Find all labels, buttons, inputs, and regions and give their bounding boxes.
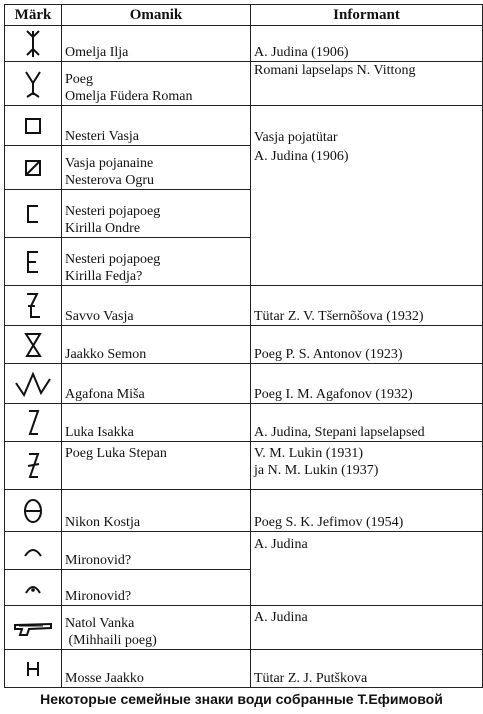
owner-cell	[62, 570, 251, 606]
square-mark-icon	[21, 114, 45, 138]
owner-name: Luka Isakka	[65, 425, 134, 440]
owner-name: Mironovid?	[65, 589, 132, 604]
owner-name: Nesteri pojapoeg	[65, 252, 161, 267]
owner-cell	[62, 326, 251, 364]
owner-cell	[62, 606, 251, 650]
owner-cell	[62, 650, 251, 688]
informant-text: Tütar Z. J. Putškova	[254, 671, 368, 686]
hooked-stroke-mark-icon	[20, 290, 46, 322]
informant-cell	[251, 286, 483, 326]
header-informant: Informant	[251, 5, 483, 26]
owner-name: Omelja Ilja	[65, 45, 129, 60]
owner-name: Mironovid?	[65, 553, 132, 568]
owner-cell	[62, 286, 251, 326]
informant-text: A. Judina, Stepani lapselapsed	[254, 425, 425, 440]
table-row	[5, 532, 483, 570]
table-row	[5, 606, 483, 650]
informant-text: A. Judina	[254, 537, 308, 552]
mark-cell	[5, 650, 62, 688]
owner-cell	[62, 190, 251, 238]
owner-cell	[62, 404, 251, 442]
owner-name: Nesteri pojapoeg	[65, 204, 161, 219]
informant-text: A. Judina (1906)	[254, 148, 349, 164]
informant-cell	[251, 532, 483, 606]
arc-mark-icon	[20, 541, 46, 561]
mark-cell	[5, 190, 62, 238]
informant-cell	[251, 146, 483, 286]
mark-cell	[5, 606, 62, 650]
table-row	[5, 26, 483, 62]
mark-cell	[5, 146, 62, 190]
owner-cell	[62, 364, 251, 404]
table-row	[5, 286, 483, 326]
mark-cell	[5, 326, 62, 364]
owner-name: (Mihhaili poeg)	[65, 633, 157, 648]
owner-name: Poeg Luka Stepan	[65, 446, 167, 461]
owner-name: Natol Vanka	[65, 616, 135, 631]
informant-cell	[251, 106, 483, 146]
figure-caption: Некоторые семейные знаки води собранные Т.Ефимовой	[40, 691, 443, 707]
mark-cell	[5, 532, 62, 570]
mark-cell	[5, 442, 62, 490]
owner-name: Nikon Kostja	[65, 515, 141, 530]
mark-cell	[5, 404, 62, 442]
informant-text: Poeg P. S. Antonov (1923)	[254, 347, 403, 362]
table-row	[5, 650, 483, 688]
owner-name: Nesteri Vasja	[65, 129, 139, 144]
informant-cell	[251, 62, 483, 106]
header-mark: Märk	[5, 5, 62, 26]
h-letter-mark-icon	[22, 659, 44, 679]
owner-cell	[62, 146, 251, 190]
owner-cell	[62, 106, 251, 146]
y-fork-mark-icon	[18, 68, 48, 100]
slashed-square-mark-icon	[21, 156, 45, 180]
slanted-z-mark-icon	[20, 407, 46, 439]
owner-name: Kirilla Ondre	[65, 221, 141, 236]
header-row	[5, 5, 483, 26]
table-row	[5, 62, 483, 106]
pistol-mark-icon	[11, 616, 55, 640]
owner-cell	[62, 26, 251, 62]
informant-cell	[251, 364, 483, 404]
theta-mark-icon	[20, 496, 46, 526]
informant-text: A. Judina	[254, 610, 308, 625]
arc-dot-mark-icon	[20, 578, 46, 598]
owner-cell	[62, 238, 251, 286]
informant-text: V. M. Lukin (1931)	[254, 446, 364, 461]
mark-cell	[5, 26, 62, 62]
crossed-z-mark-icon	[20, 450, 46, 482]
owner-cell	[62, 442, 251, 490]
open-bracket-mark-icon	[21, 201, 45, 227]
informant-text: Romani lapselaps N. Vittong	[254, 63, 416, 78]
mark-cell	[5, 106, 62, 146]
family-marks-table	[4, 4, 483, 688]
informant-cell	[251, 326, 483, 364]
informant-cell	[251, 606, 483, 650]
header-owner: Omanik	[62, 5, 251, 26]
table-row	[5, 146, 483, 190]
hourglass-mark-icon	[20, 330, 46, 360]
owner-name: Kirilla Fedja?	[65, 269, 143, 284]
table-row	[5, 106, 483, 146]
arrow-fork-mark-icon	[18, 28, 48, 60]
informant-text: Poeg I. M. Agafonov (1932)	[254, 387, 413, 402]
informant-cell	[251, 650, 483, 688]
owner-name: Nesterova Ogru	[65, 173, 155, 188]
informant-cell	[251, 26, 483, 62]
informant-text: Poeg S. K. Jefimov (1954)	[254, 515, 404, 530]
owner-name: Mosse Jaakko	[65, 671, 144, 686]
e-shape-mark-icon	[21, 248, 45, 276]
mark-cell	[5, 62, 62, 106]
table-row	[5, 364, 483, 404]
informant-cell	[251, 442, 483, 490]
informant-text: Tütar Z. V. Tšernõšova (1932)	[254, 309, 424, 324]
informant-cell	[251, 404, 483, 442]
zigzag-mark-icon	[13, 369, 53, 399]
informant-text: Vasja pojatütar	[254, 129, 338, 145]
owner-name: Vasja pojanaine	[65, 156, 154, 171]
mark-cell	[5, 364, 62, 404]
informant-text: A. Judina (1906)	[254, 45, 349, 60]
owner-cell	[62, 532, 251, 570]
owner-cell	[62, 62, 251, 106]
informant-text: ja N. M. Lukin (1937)	[254, 463, 379, 478]
informant-cell	[251, 490, 483, 532]
mark-cell	[5, 286, 62, 326]
table-row	[5, 442, 483, 490]
owner-name: Savvo Vasja	[65, 309, 134, 324]
owner-cell	[62, 490, 251, 532]
table-row	[5, 404, 483, 442]
owner-name: Jaakko Semon	[65, 347, 147, 362]
mark-cell	[5, 570, 62, 606]
owner-name: Omelja Füdera Roman	[65, 89, 193, 104]
table-row	[5, 326, 483, 364]
mark-cell	[5, 490, 62, 532]
table-row	[5, 490, 483, 532]
owner-name: Poeg	[65, 72, 93, 87]
mark-cell	[5, 238, 62, 286]
owner-name: Agafona Miša	[65, 387, 145, 402]
